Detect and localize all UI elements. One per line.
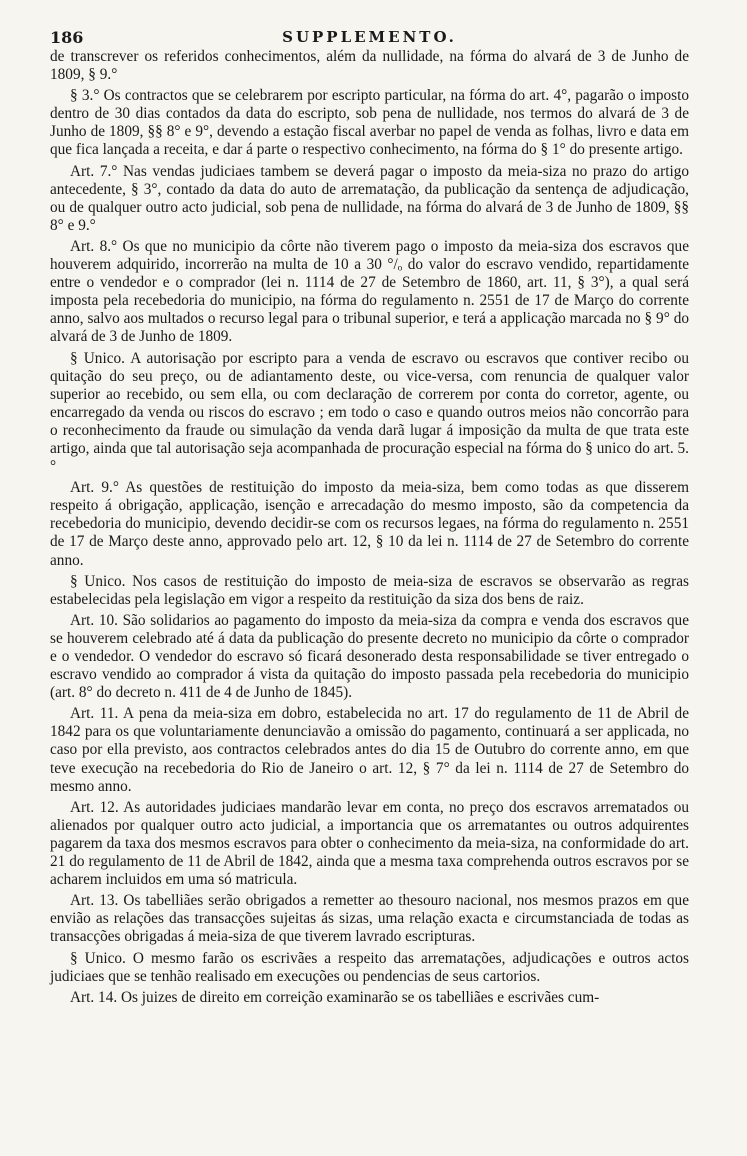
running-title: SUPPLEMENTO. (282, 28, 457, 46)
paragraph-art13: Art. 13. Os tabelliães serão obrigados a remetter ao thesouro nacional, nos mesmos prazos em que envião as relações das transacções sujeitas ás sizas, uma relação exacta e circumstanciada de todas as transacções obrigadas á meia-siza de que tiverem lavrado escripturas. (50, 892, 689, 946)
paragraph-art10: Art. 10. São solidarios ao pagamento do imposto da meia-siza da compra e venda dos escravos que se houverem celebrado até á data da publicação do presente decreto no municipio da côrte o comprador e o vendedor. O vendedor do escravo só ficará desonerado desta responsabilidade se tiver entregado o escravo vendido ao comprador á vista da quitação do imposto passada pela recebedoria do municipio (art. 8° do decreto n. 411 de 4 de Junho de 1845). (50, 611, 689, 702)
paragraph-art11: Art. 11. A pena da meia-siza em dobro, estabelecida no art. 17 do regulamento de 11 de Abril de 1842 para os que voluntariamente denunciavão a omissão do pagamento, continuará a ser applicada, no caso por ella previsto, aos contractos celebrados antes do dia 15 de Outubro do corrente anno, em que teve execução na recebedoria do Rio de Janeiro o art. 12, § 7° da lei n. 1114 de 27 de Setembro do mesmo anno. (50, 705, 689, 795)
paragraph-art7: Art. 7.° Nas vendas judiciaes tambem se deverá pagar o imposto da meia-siza no prazo do artigo antecedente, § 3°, contado da data do auto de arrematação, da publicação da sentença de adjudicação, ou de qualquer outro acto judicial, sob pena de nullidade, na fórma do alvará de 3 de Junho de 1809, §§ 8° e 9.° (50, 162, 689, 234)
paragraph-continuation: de transcrever os referidos conhecimentos, além da nullidade, na fórma do alvará de 3 de Junho de 1809, § 9.° (50, 48, 689, 84)
paragraph-art8: Art. 8.° Os que no municipio da côrte não tiverem pago o imposto da meia-siza dos escravos que houverem adquirido, incorrerão na multa de 10 a 30 °/ₒ do valor do escravo vendido, repartidamente entre o vendedor e o comprador (lei n. 1114 de 27 de Setembro de 1860, art. 11, § 3°), a qual será imposta pela recebedoria do municipio, na fórma do regulamento n. 2551 de 17 de Março do corrente anno, salvo aos multados o recurso legal para o tribunal superior, e terá a applicação marcada no § 9° do alvará de 3 de Junho de 1809. (50, 237, 689, 346)
paragraph-art13-unico: § Unico. O mesmo farão os escrivães a respeito das arrematações, adjudicações e outros actos judiciaes que se tenhão realisado em execuções ou pendencias de seus cartorios. (50, 949, 689, 985)
page-number: 186 (50, 28, 84, 47)
paragraph-art9: Art. 9.° As questões de restituição do imposto da meia-siza, bem como todas as que disserem respeito á obrigação, applicação, isenção e arrecadação do mesmo imposto, são da competencia da recebedoria do municipio, devendo decidir-se com os recursos legaes, na fórma do regulamento n. 2551 de 17 de Março deste anno, approvado pelo art. 12, § 10 da lei n. 1114 de 27 de Setembro do corrente anno. (50, 479, 689, 569)
paragraph-art12: Art. 12. As autoridades judiciaes mandarão levar em conta, no preço dos escravos arrematados ou alienados por qualquer outro acto judicial, a importancia que os arrematantes ou outros adquirentes pagarem da taxa dos mesmos escravos para obter o conhecimento da meia-siza, na conformidade do art. 21 do regulamento de 11 de Abril de 1842, ainda que a mesma taxa comprehenda outros escravos por se acharem incluidos em uma só matricula. (50, 798, 689, 889)
page-header (50, 22, 689, 48)
paragraph-art8-unico: § Unico. A autorisação por escripto para a venda de escravo ou escravos que contiver recibo ou quitação do seu preço, ou de adiantamento deste, ou vice-versa, com renuncia de qualquer valor superior ao recebido, ou sem ella, ou com declaração de correrem por conta do corretor, agente, ou encarregado da venda ou riscos do escravo ; em todo o caso e quando outros meios não concorrão para o reconhecimento da fraude ou simulação da venda darã lugar á imposição da multa de que trata este artigo, ainda que tal autorisação seja acompanhada de procuração especial na fórma do § unico do art. 5.° (50, 349, 689, 476)
paragraph-art9-unico: § Unico. Nos casos de restituição do imposto de meia-siza de escravos se observarão as regras estabelecidas pela legislação em vigor a respeito da restituição da siza dos bens de raiz. (50, 572, 689, 608)
paragraph-sec3: § 3.° Os contractos que se celebrarem por escripto particular, na fórma do art. 4°, pagarão o imposto dentro de 30 dias contados da data do escripto, sob pena de nullidade, nos termos do alvará de 3 de Junho de 1809, §§ 8° e 9°, devendo a estação fiscal averbar no papel de venda as folhas, livro e data em que fica lançada a receita, e dar á parte o respectivo conhecimento, na fórma do § 1° do presente artigo. (50, 87, 689, 159)
body-text (50, 48, 689, 1007)
paragraph-art14: Art. 14. Os juizes de direito em correição examinarão se os tabelliães e escrivães cum- (70, 988, 600, 1006)
